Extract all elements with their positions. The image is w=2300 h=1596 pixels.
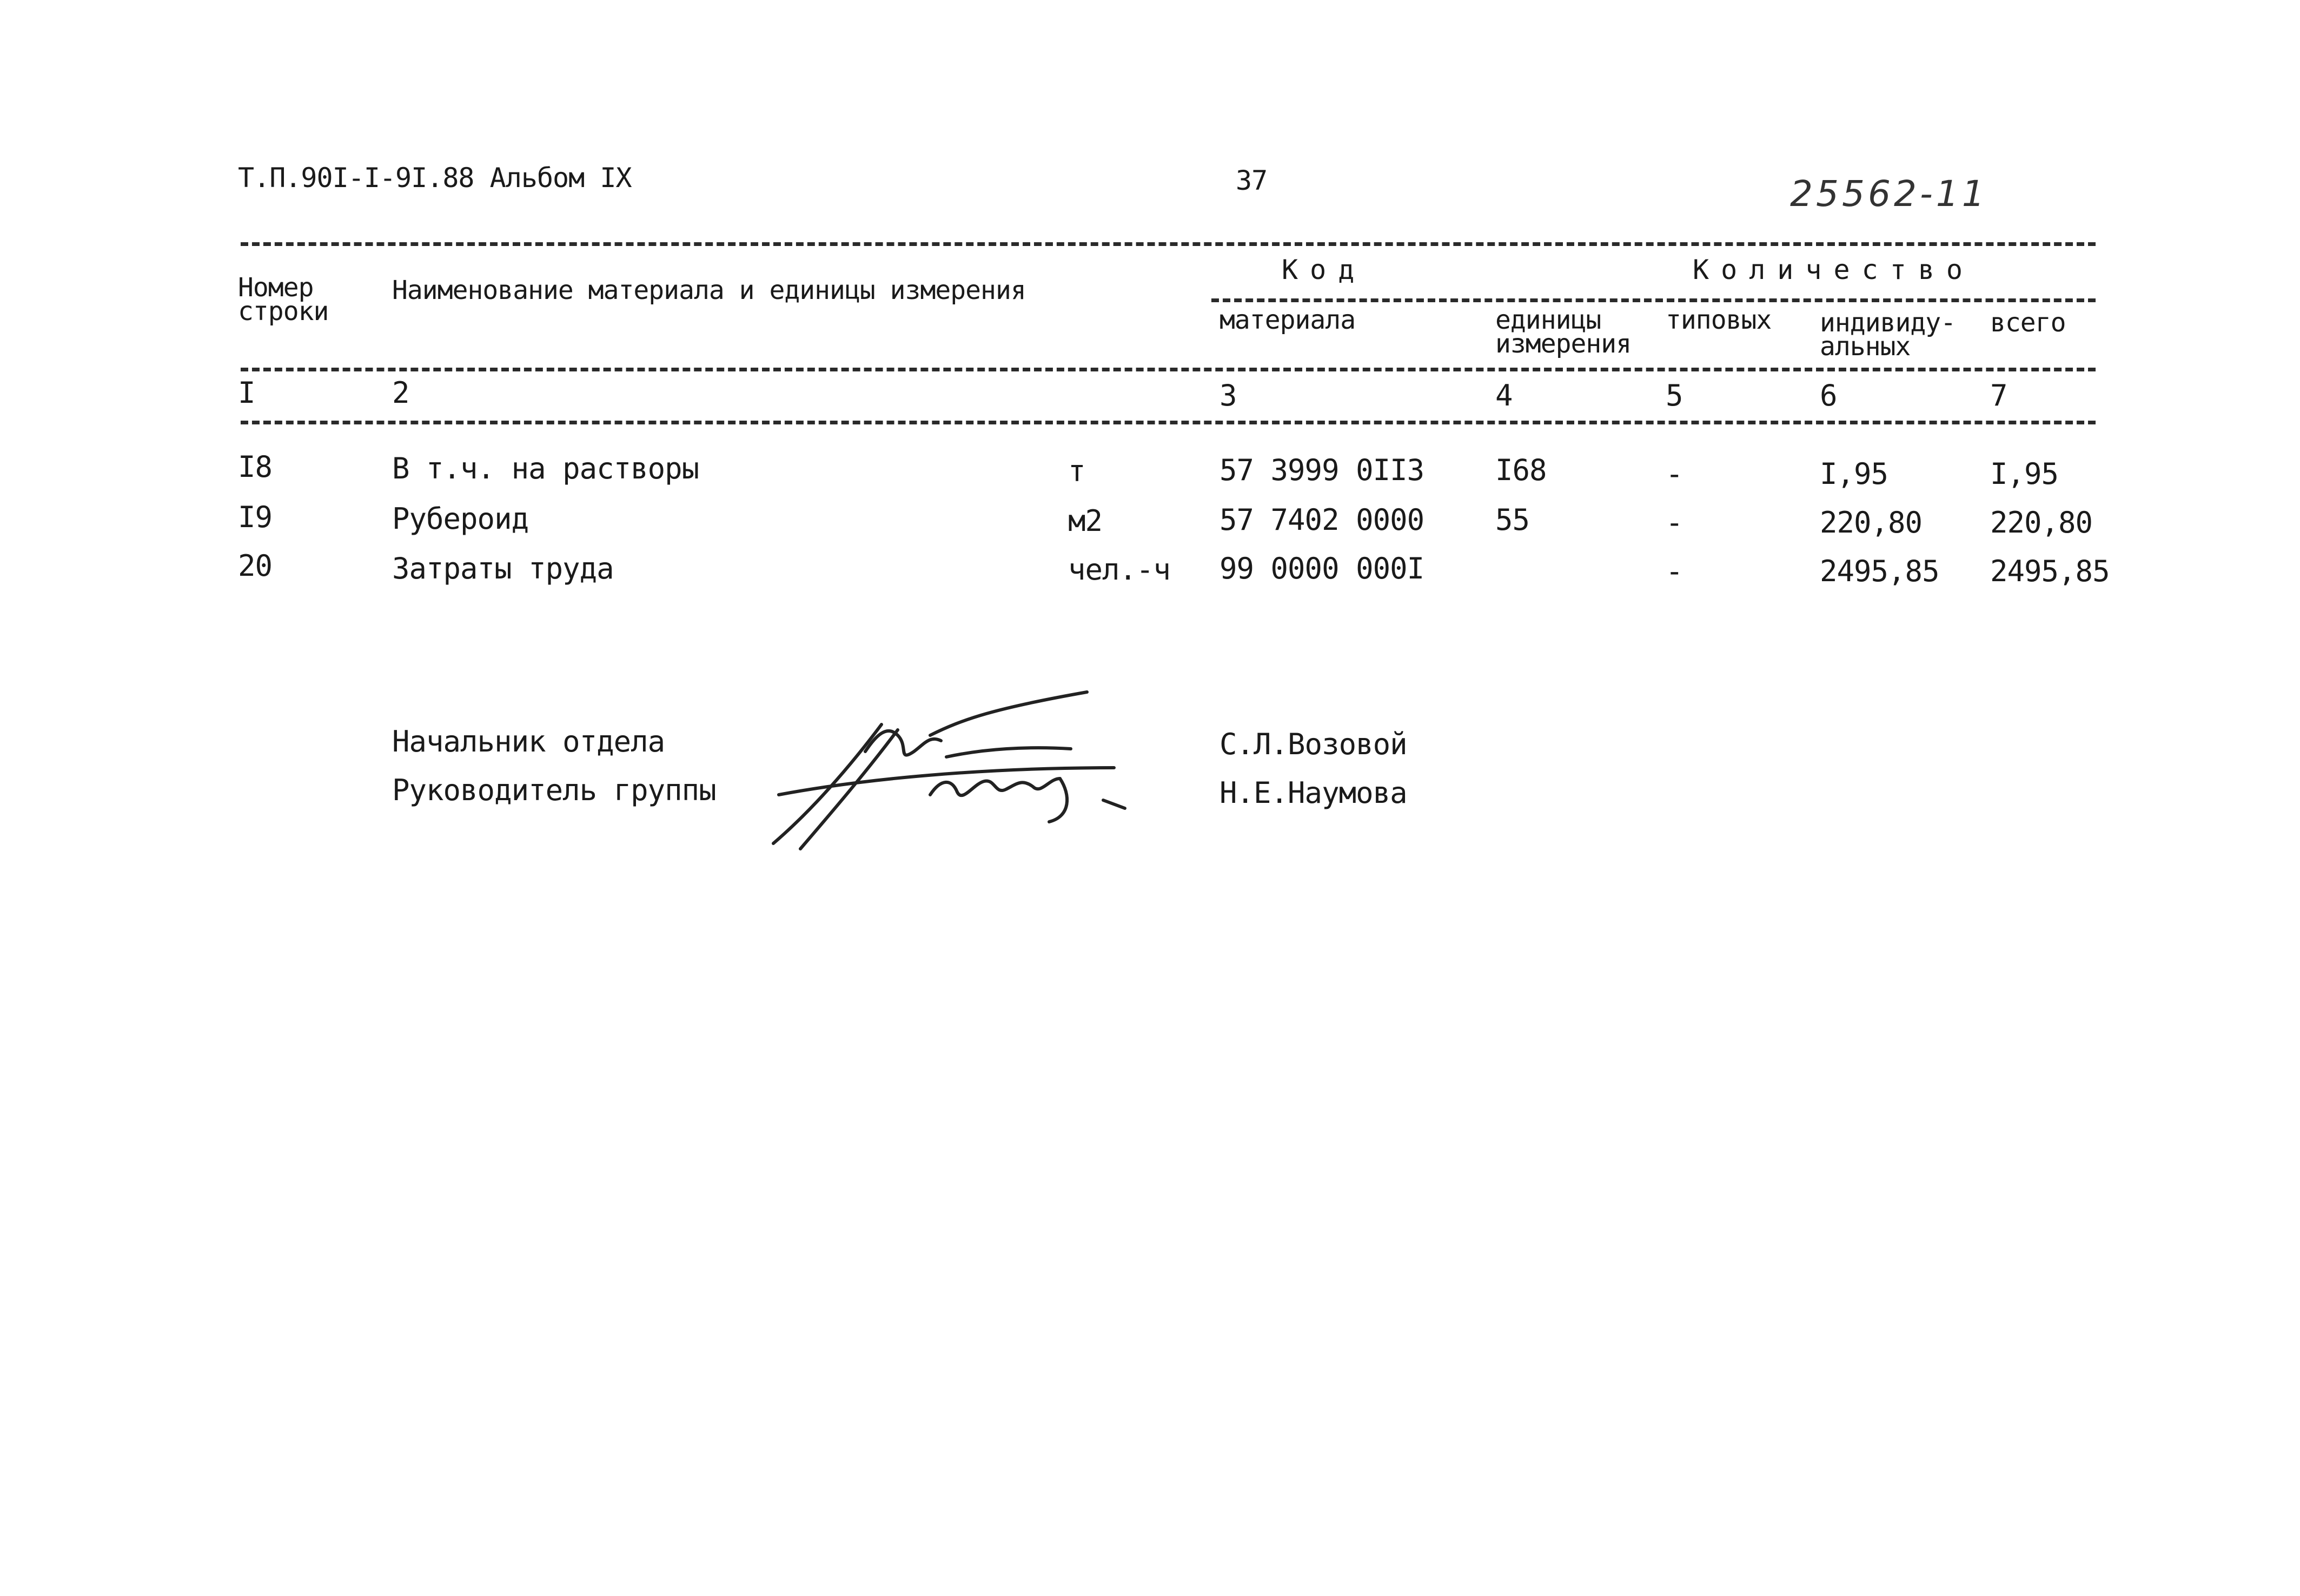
individual-header-line1: индивиду-: [1820, 308, 1956, 338]
row-number-header-line1: Номер: [238, 272, 314, 303]
column-number-1: I: [238, 376, 255, 410]
typical-quantity: -: [1666, 457, 1683, 491]
typical-quantity: -: [1666, 554, 1683, 588]
unit: чел.-ч: [1068, 553, 1171, 587]
material-code: 99 0000 000I: [1219, 551, 1424, 586]
column-number-5: 5: [1666, 378, 1683, 413]
total-quantity: I,95: [1990, 457, 2059, 491]
numbers-bottom-rule: [241, 421, 2096, 424]
typical-header: типовых: [1666, 305, 1772, 335]
name-column-header: Наименование материала и единицы измерения: [392, 275, 1026, 305]
unit-code: 55: [1495, 503, 1530, 537]
unit: т: [1068, 454, 1085, 488]
column-number-7: 7: [1990, 378, 2007, 413]
code-unit-header-line2: измерения: [1495, 329, 1632, 359]
signatory-name-2: Н.Е.Наумова: [1219, 776, 1407, 810]
code-group-header: Код: [1282, 254, 1367, 285]
row-number-header-line2: строки: [238, 296, 329, 327]
total-quantity: 220,80: [1990, 506, 2093, 540]
signatory-name-1: С.Л.Возовой: [1219, 727, 1407, 761]
signatory-role-2: Руководитель группы: [392, 773, 716, 807]
column-number-4: 4: [1495, 378, 1513, 413]
handwritten-signature: [768, 687, 1146, 854]
table-top-rule: [241, 242, 2096, 246]
column-number-3: 3: [1219, 378, 1237, 413]
material-code: 57 3999 0II3: [1219, 453, 1424, 487]
quantity-group-header: Количество: [1693, 254, 1975, 285]
total-header: всего: [1990, 308, 2066, 338]
unit: м2: [1068, 504, 1103, 538]
individual-quantity: 2495,85: [1820, 554, 1939, 588]
page-number: 37: [1236, 165, 1268, 196]
material-name: Затраты труда: [392, 551, 614, 586]
individual-quantity: 220,80: [1820, 506, 1923, 540]
material-code: 57 7402 0000: [1219, 503, 1424, 537]
row-number-header: [238, 272, 329, 327]
code-material-header: материала: [1219, 305, 1356, 335]
column-number-2: 2: [392, 376, 409, 410]
code-unit-header: [1495, 305, 1632, 359]
subheader-rule: [1211, 298, 2096, 302]
document-reference: Т.П.90I-I-9I.88 Альбом IX: [238, 162, 632, 194]
individual-header: [1820, 308, 1956, 362]
handwritten-stamp-number: 25562-11: [1790, 173, 1988, 215]
row-number: 20: [238, 549, 273, 583]
individual-quantity: I,95: [1820, 457, 1888, 491]
signatory-role-1: Начальник отдела: [392, 724, 665, 759]
total-quantity: 2495,85: [1990, 554, 2110, 588]
column-number-6: 6: [1820, 378, 1837, 413]
unit-code: I68: [1495, 453, 1547, 487]
typical-quantity: -: [1666, 506, 1683, 540]
row-number: I8: [238, 450, 273, 484]
individual-header-line2: альных: [1820, 331, 1911, 362]
code-unit-header-line1: единицы: [1495, 305, 1601, 335]
row-number: I9: [238, 500, 273, 534]
material-name: В т.ч. на растворы: [392, 451, 699, 486]
header-bottom-rule: [241, 368, 2096, 371]
material-name: Рубероид: [392, 502, 529, 536]
